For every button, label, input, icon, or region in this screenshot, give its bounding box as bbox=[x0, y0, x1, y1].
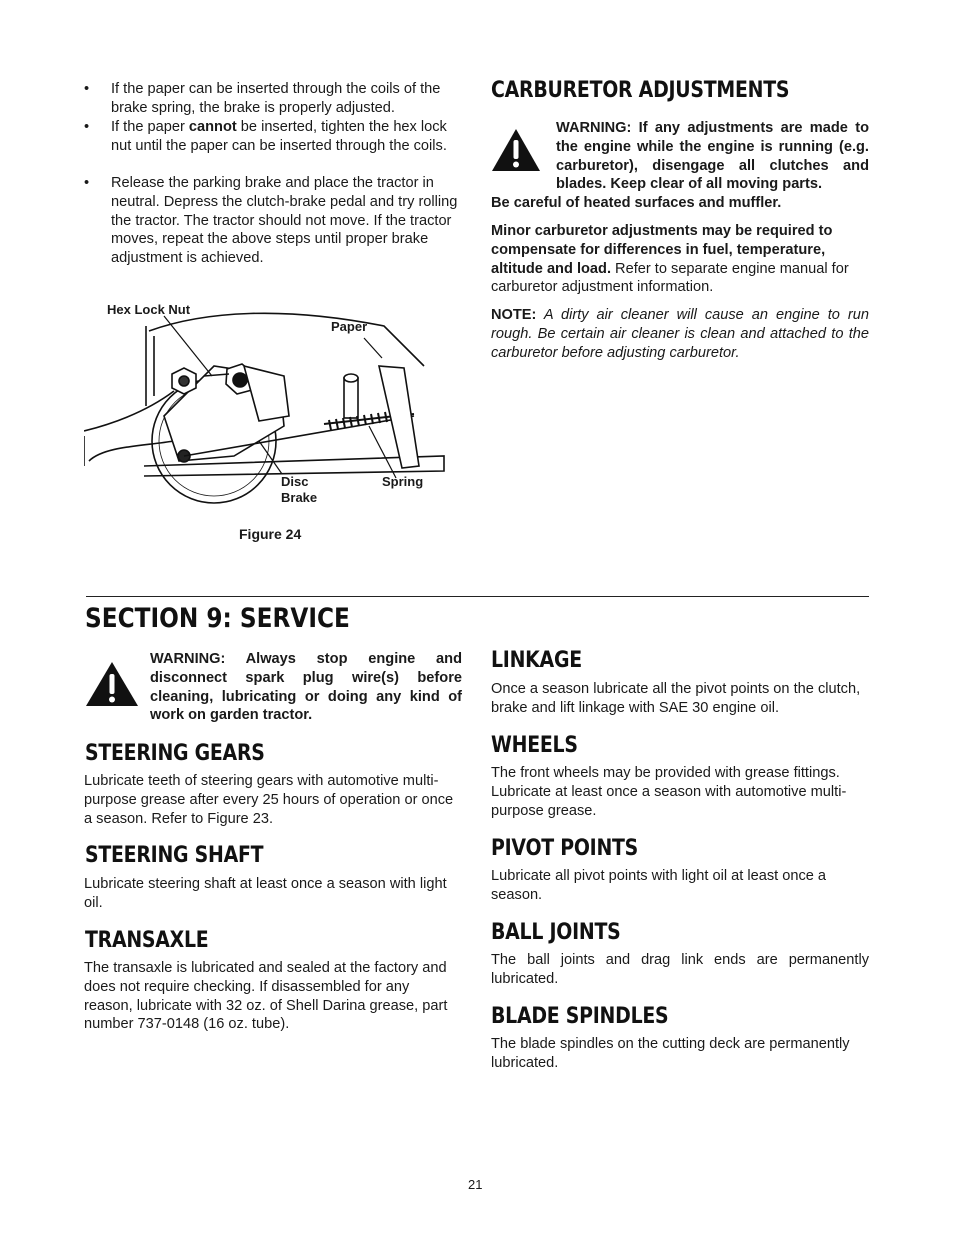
list-item: • If the paper can be inserted through the coils of the brake spring, the brake is properly adjusted. bbox=[84, 81, 441, 116]
figure-label-spring: Spring bbox=[382, 474, 424, 489]
page-number: 21 bbox=[468, 1177, 483, 1192]
brake-adjustment-list bbox=[84, 80, 460, 268]
section-title: SECTION 9: SERVICE bbox=[85, 603, 350, 634]
list-item: • If the paper cannot be inserted, tighten the hex lock nut until the paper can be inserted through the coils. bbox=[84, 119, 447, 154]
steering-gears-body: Lubricate teeth of steering gears with automotive multi-purpose grease after every 25 hours of operation or once a season. Refer to Figure 23. bbox=[84, 773, 454, 827]
transaxle-heading: TRANSAXLE bbox=[85, 928, 209, 953]
carburetor-note: NOTE: A dirty air cleaner will cause an engine to run rough. Be certain air cleaner is clean and attached to the carburetor before adjusting carburetor. bbox=[491, 307, 869, 361]
warning-icon bbox=[84, 660, 140, 708]
figure-label-hex-lock-nut: Hex Lock Nut bbox=[107, 302, 191, 317]
carburetor-warning: WARNING: If any adjustments are made to the engine while the engine is running (e.g. carburetor), disengage all clutches and blades. Keep clear of all moving parts. bbox=[556, 120, 869, 193]
steering-shaft-body: Lubricate steering shaft at least once a season with light oil. bbox=[84, 876, 447, 911]
wheels-heading: WHEELS bbox=[491, 733, 578, 758]
section-divider bbox=[86, 596, 869, 597]
carburetor-warning-tail: Be careful of heated surfaces and muffler. bbox=[491, 195, 782, 211]
ball-joints-body: The ball joints and drag link ends are permanently lubricated. bbox=[491, 952, 869, 987]
blade-spindles-heading: BLADE SPINDLES bbox=[491, 1004, 669, 1029]
figure-label-brake: Brake bbox=[281, 490, 318, 505]
service-warning: WARNING: Always stop engine and disconnect spark plug wire(s) before cleaning, lubricating or doing any kind of work on garden tractor. bbox=[150, 651, 462, 724]
pivot-points-heading: PIVOT POINTS bbox=[491, 836, 639, 861]
steering-gears-heading: STEERING GEARS bbox=[85, 741, 265, 766]
carburetor-heading: CARBURETOR ADJUSTMENTS bbox=[491, 78, 790, 103]
figure-24 bbox=[84, 296, 454, 546]
figure-caption: Figure 24 bbox=[239, 526, 302, 542]
brake-assembly-illustration bbox=[84, 296, 454, 526]
warning-icon bbox=[490, 127, 542, 173]
transaxle-body: The transaxle is lubricated and sealed at the factory and does not require checking. If disassembled for any reason, lubricate with 32 oz. of Shell Darina grease, part number 737-0148 (16 oz. tube). bbox=[84, 960, 448, 1033]
ball-joints-heading: BALL JOINTS bbox=[491, 920, 621, 945]
steering-shaft-heading: STEERING SHAFT bbox=[85, 843, 264, 868]
carburetor-minor-adjustments: Minor carburetor adjustments may be required to compensate for differences in fuel, temperature, altitude and load. Refer to separate engine manual for carburetor adjustment information. bbox=[491, 223, 849, 296]
linkage-body: Once a season lubricate all the pivot points on the clutch, brake and lift linkage with SAE 30 engine oil. bbox=[491, 681, 861, 716]
wheels-body: The front wheels may be provided with grease fittings. Lubricate at least once a season with automotive multi-purpose grease. bbox=[491, 765, 847, 819]
blade-spindles-body: The blade spindles on the cutting deck are permanently lubricated. bbox=[491, 1036, 850, 1071]
list-item: • Release the parking brake and place the tractor in neutral. Depress the clutch-brake pedal and try rolling the tractor. The tractor should not move. If the tractor moves, repeat the above steps until proper brake adjustment is achieved. bbox=[84, 175, 458, 267]
linkage-heading: LINKAGE bbox=[491, 648, 582, 673]
figure-label-paper: Paper bbox=[331, 319, 368, 334]
figure-label-disc: Disc bbox=[281, 474, 309, 489]
pivot-points-body: Lubricate all pivot points with light oil at least once a season. bbox=[491, 868, 827, 903]
